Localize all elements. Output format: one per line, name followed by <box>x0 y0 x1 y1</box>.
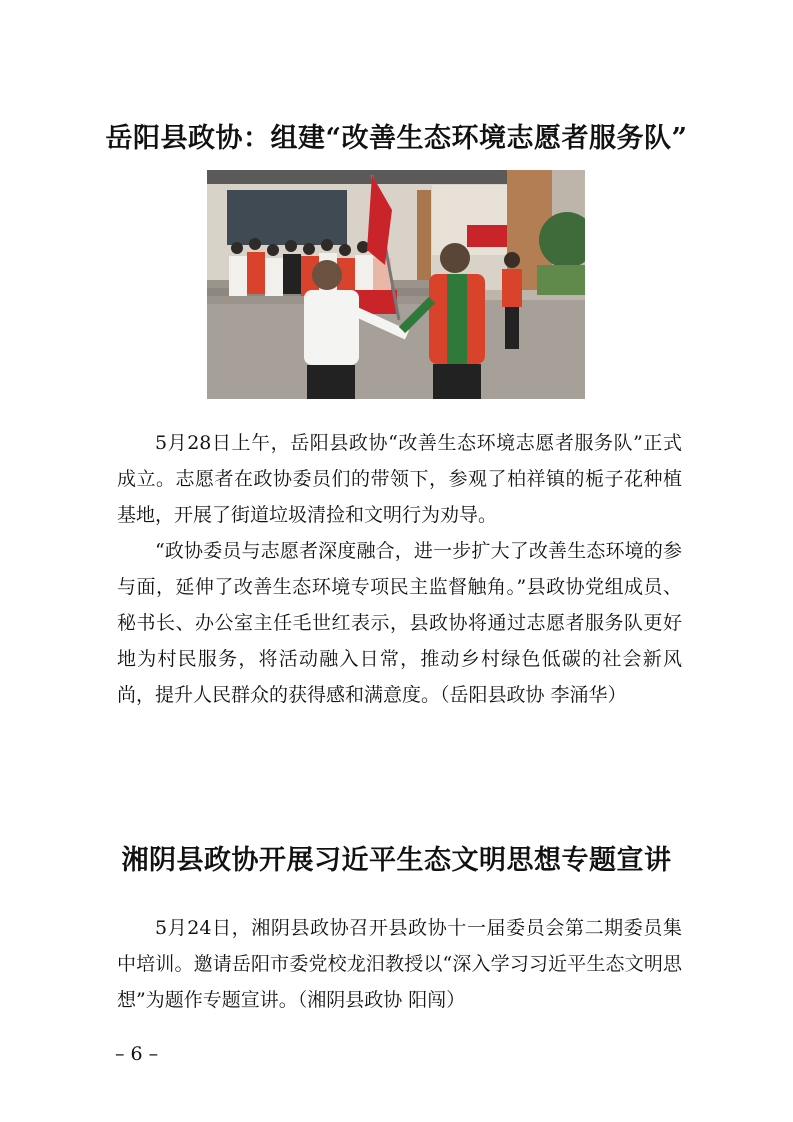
article-photo <box>207 170 585 399</box>
article-title: 岳阳县政协：组建“改善生态环境志愿者服务队” <box>105 123 688 154</box>
page-number: – 6 – <box>115 1043 159 1065</box>
flag-ceremony-image <box>207 170 585 399</box>
article-paragraph: 5月24日，湘阴县政协召开县政协十一届委员会第二期委员集中培训。邀请岳阳市委党校龙汨教授以“深入学习习近平生态文明思想”为题作专题宣讲。（湘阴县政协 阳闯） <box>117 917 682 1011</box>
article-paragraph: 5月28日上午，岳阳县政协“改善生态环境志愿者服务队”正式成立。志愿者在政协委员们的带领下，参观了柏祥镇的栀子花种植基地，开展了街道垃圾清捡和文明行为劝导。 <box>117 432 682 526</box>
article-paragraph: “政协委员与志愿者深度融合，进一步扩大了改善生态环境的参与面，延伸了改善生态环境专项民主监督触角。”县政协党组成员、秘书长、办公室主任毛世红表示，县政协将通过志愿者服务队更好地为村民服务，将活动融入日常，推动乡村绿色低碳的社会新风尚，提升人民群众的获得感和满意度。（岳阳县政协 李涌华） <box>117 540 682 706</box>
article-title: 湘阴县政协开展习近平生态文明思想专题宣讲 <box>121 845 672 876</box>
